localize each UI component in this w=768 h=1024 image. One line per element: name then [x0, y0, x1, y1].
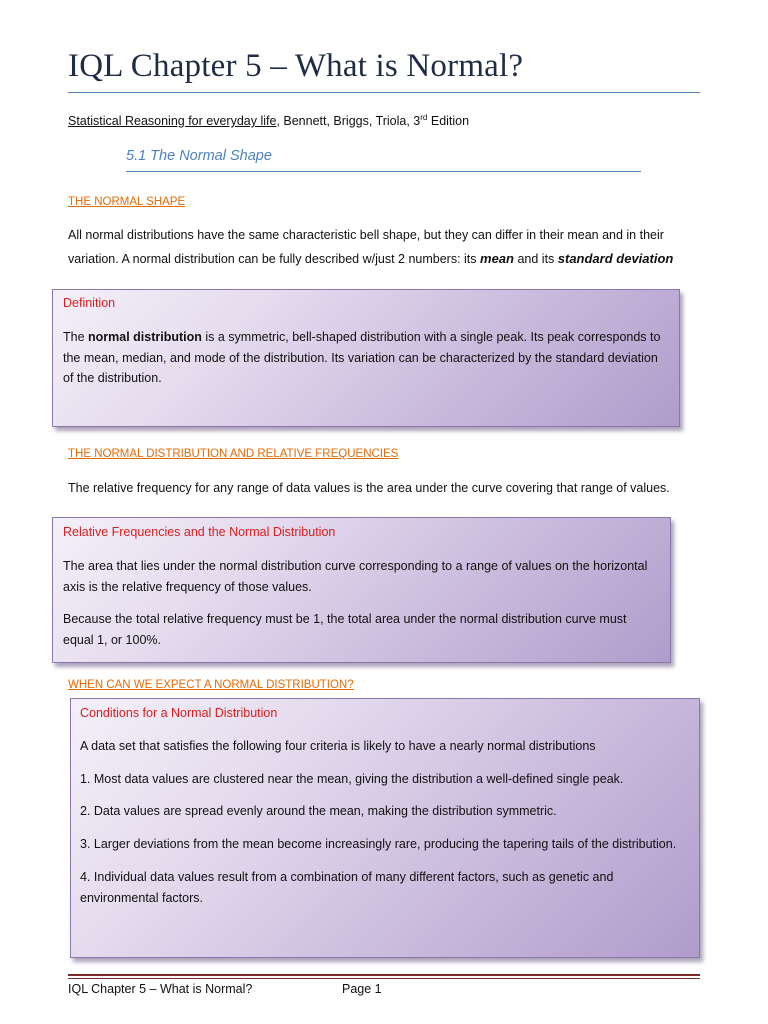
definition-text [63, 327, 663, 389]
relative-frequencies-box-p2: Because the total relative frequency must be 1, the total area under the normal distribution curve must equal 1, or 100%. [63, 612, 627, 647]
standard-deviation-term: standard deviation [557, 251, 674, 266]
definition-body: is a symmetric, bell-shaped distribution with a single peak. Its peak corresponds to the mean, median, and mode of the distribution. Its variation can be characterized by the standard deviation of the distribution. [63, 330, 661, 385]
normal-shape-text: All normal distributions have the same characteristic bell shape, but they can differ in their mean and in their variation. A normal distribution can be fully described w/just 2 numbers: its [68, 228, 664, 266]
book-title: Statistical Reasoning for everyday life [68, 114, 277, 129]
page-number: Page 1 [342, 982, 382, 996]
section-divider [126, 171, 641, 172]
footer-divider [68, 974, 700, 976]
conditions-box [70, 698, 700, 958]
normal-shape-heading: THE NORMAL SHAPE [68, 196, 186, 208]
mean-term: mean [480, 251, 514, 266]
definition-box [52, 289, 680, 427]
relative-frequencies-heading: THE NORMAL DISTRIBUTION AND RELATIVE FREQUENCIES [68, 448, 399, 460]
footer-title: IQL Chapter 5 – What is Normal? [68, 982, 253, 996]
relative-frequencies-text: The relative frequency for any range of data values is the area under the curve covering that range of values. [68, 481, 670, 495]
normal-distribution-term: normal distribution [88, 330, 202, 344]
footer-divider-thin [68, 978, 700, 979]
definition-title: Definition [63, 296, 116, 310]
condition-item: 2. Data values are spread evenly around the mean, making the distribution symmetric. [80, 804, 557, 818]
relative-frequencies-box [52, 517, 671, 663]
relative-frequencies-box-title: Relative Frequencies and the Normal Distribution [63, 525, 336, 539]
when-normal-heading: WHEN CAN WE EXPECT A NORMAL DISTRIBUTION? [68, 679, 354, 691]
title-divider [68, 92, 700, 93]
page-title: IQL Chapter 5 – What is Normal? [68, 48, 524, 84]
section-heading: 5.1 The Normal Shape [126, 148, 272, 164]
book-edition: Edition [427, 114, 470, 129]
condition-item: 1. Most data values are clustered near the mean, giving the distribution a well-defined single peak. [80, 772, 624, 786]
condition-item: 4. Individual data values result from a combination of many different factors, such as genetic and environmental factors. [80, 870, 614, 905]
condition-item: 3. Larger deviations from the mean become increasingly rare, producing the tapering tails of the distribution. [80, 837, 677, 851]
normal-shape-conjunction: and its [513, 252, 558, 266]
book-citation [68, 113, 469, 128]
relative-frequencies-box-p1: The area that lies under the normal distribution curve corresponding to a range of values on the horizontal axis is the relative frequency of those values. [63, 559, 648, 594]
conditions-box-title: Conditions for a Normal Distribution [80, 706, 278, 720]
definition-lead: The [63, 330, 89, 344]
edition-superscript: rd [420, 113, 428, 122]
book-authors: , Bennett, Briggs, Triola, 3 [276, 114, 421, 129]
conditions-intro: A data set that satisfies the following four criteria is likely to have a nearly normal distributions [80, 739, 596, 753]
normal-shape-paragraph [68, 224, 708, 271]
